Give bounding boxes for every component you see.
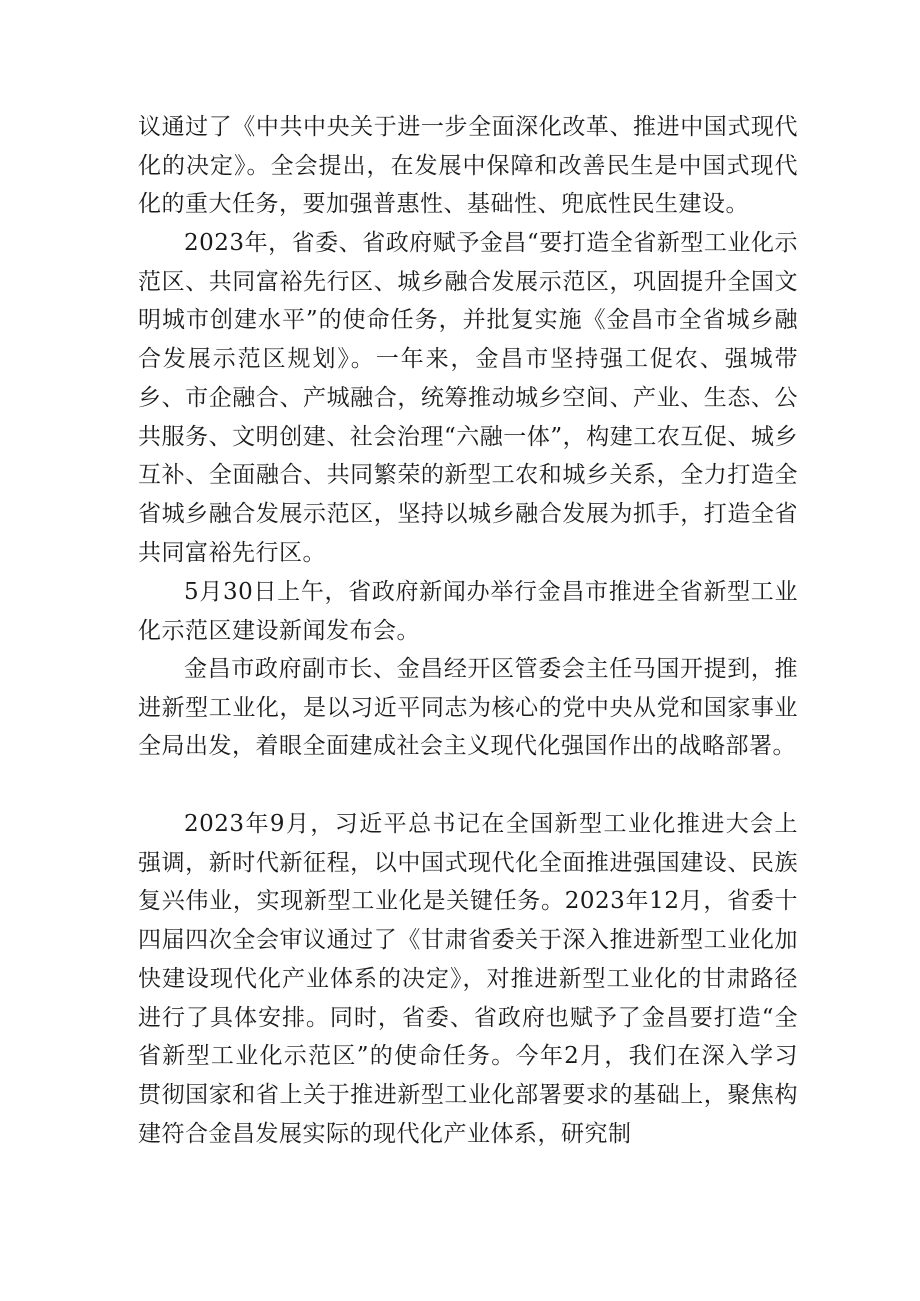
paragraph-3: 5月30日上午，省政府新闻办举行金昌市推进全省新型工业化示范区建设新闻发布会。 xyxy=(138,579,798,644)
paragraph-4: 金昌市政府副市长、金昌经开区管委会主任马国开提到，推进新型工业化，是以习近平同志为核心的党中央从党和国家事业全局出发，着眼全面建成社会主义现代化强国作出的战略部署。 xyxy=(138,656,798,760)
paragraph-2: 2023年，省委、省政府赋予金昌“要打造全省新型工业化示范区、共同富裕先行区、城乡融合发展示范区，巩固提升全国文明城市创建水平”的使命任务，并批复实施《金昌市全省城乡融合发展示范区规划》。一年来，金昌市坚持强工促农、强城带乡、市企融合、产城融合，统筹推动城乡空间、产业、生态、公共服务、文明创建、社会治理“六融一体”，构建工农互促、城乡互补、全面融合、共同繁荣的新型工农和城乡关系，全力打造全省城乡融合发展示范区，坚持以城乡融合发展为抓手，打造全省共同富裕先行区。 xyxy=(138,230,798,566)
paragraph-5: 2023年9月，习近平总书记在全国新型工业化推进大会上强调，新时代新征程，以中国式现代化全面推进强国建设、民族复兴伟业，实现新型工业化是关键任务。2023年12月，省委十四届四次全会审议通过了《甘肃省委关于深入推进新型工业化加快建设现代化产业体系的决定》，对推进新型工业化的甘肃路径进行了具体安排。同时，省委、省政府也赋予了金昌要打造“全省新型工业化示范区”的使命任务。今年2月，我们在深入学习贯彻国家和省上关于推进新型工业化部署要求的基础上，聚焦构建符合金昌发展实际的现代化产业体系，研究制 xyxy=(138,811,798,1147)
paragraph-1: 议通过了《中共中央关于进一步全面深化改革、推进中国式现代化的决定》。全会提出，在发展中保障和改善民生是中国式现代化的重大任务，要加强普惠性、基础性、兜底性民生建设。 xyxy=(138,114,798,218)
